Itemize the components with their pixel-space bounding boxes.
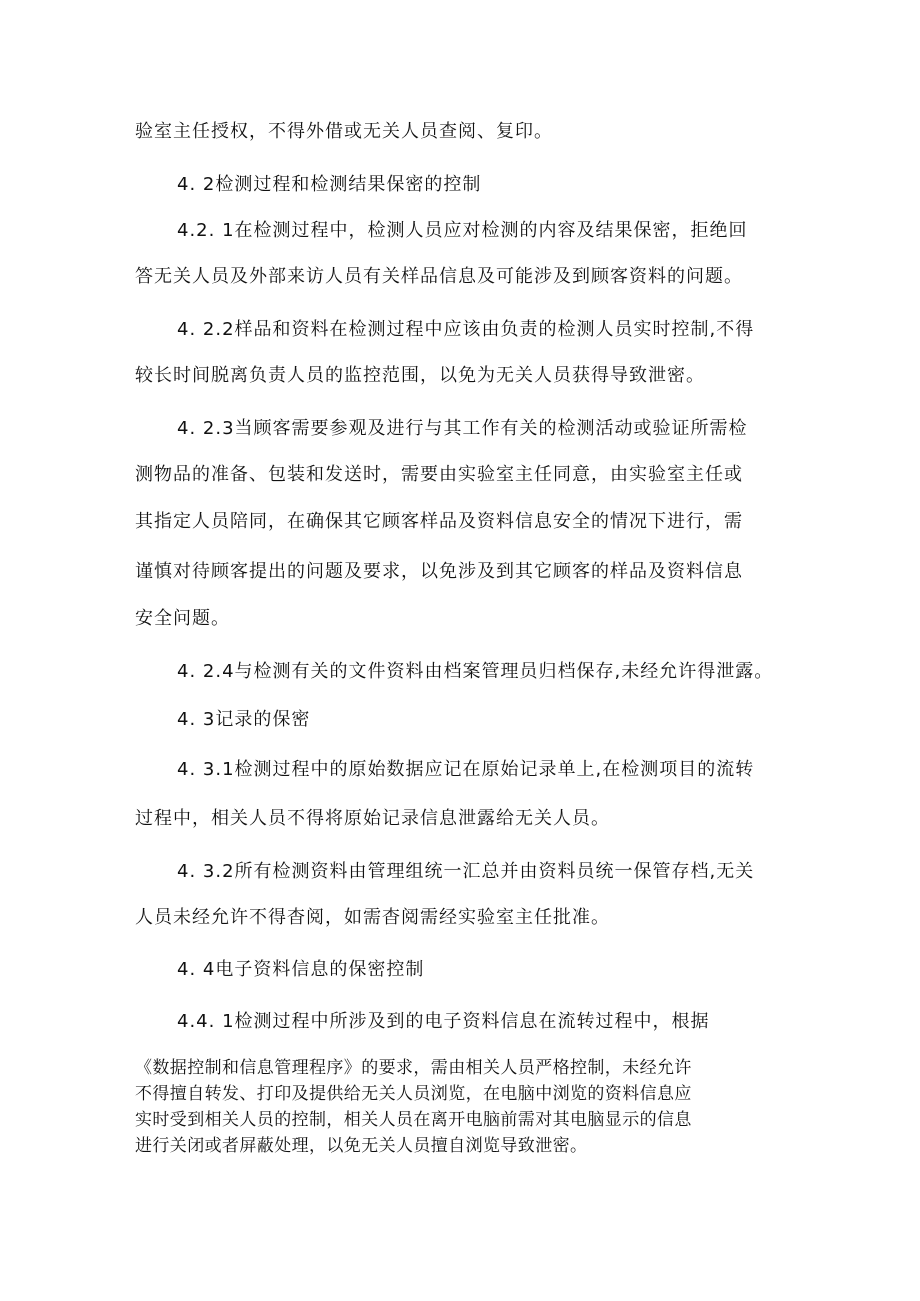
section-heading: 4. 4电子资料信息的保密控制	[177, 959, 425, 980]
paragraph-line: 实时受到相关人员的控制，相关人员在离开电脑前需对其电脑显示的信息	[135, 1110, 692, 1130]
section-heading: 4. 2检测过程和检测结果保密的控制	[177, 174, 482, 195]
paragraph-line: 其指定人员陪同，在确保其它顾客样品及资料信息安全的情况下进行，需	[135, 511, 743, 532]
paragraph-line: 人员未经允许不得杳阅，如需杳阅需经实验室主任批准。	[135, 907, 610, 928]
paragraph-line: 4. 2.4与检测有关的文件资料由档案管理员归档保存,未经允许得泄露。	[177, 661, 774, 682]
paragraph-line: 4.2. 1在检测过程中，检测人员应对检测的内容及结果保密，拒绝回	[177, 220, 748, 241]
paragraph-line: 4. 2.2样品和资料在检测过程中应该由负责的检测人员实时控制,不得	[177, 319, 755, 340]
section-heading: 4. 3记录的保密	[177, 709, 311, 730]
paragraph-line: 答无关人员及外部来访人员有关样品信息及可能涉及到顾客资料的问题。	[135, 266, 743, 287]
paragraph-line: 4. 3.2所有检测资料由管理组统一汇总并由资料员统一保管存档,无关	[177, 861, 755, 882]
paragraph-line: 《数据控制和信息管理程序》的要求，需由相关人员严格控制，未经允许	[135, 1058, 692, 1078]
paragraph-line: 4.4. 1检测过程中所涉及到的电子资料信息在流转过程中，根据	[177, 1011, 710, 1032]
paragraph-line: 安全问题。	[135, 608, 230, 629]
paragraph-line: 过程中，相关人员不得将原始记录信息泄露给无关人员。	[135, 808, 610, 829]
paragraph-line: 验室主任授权，不得外借或无关人员查阅、复印。	[135, 121, 553, 142]
paragraph-line: 谨慎对待顾客提出的问题及要求，以免涉及到其它顾客的样品及资料信息	[135, 561, 743, 582]
paragraph-line: 较长时间脱离负责人员的监控范围，以免为无关人员获得导致泄密。	[135, 365, 705, 386]
paragraph-line: 进行关闭或者屏蔽处理，以免无关人员擅自浏览导致泄密。	[135, 1136, 588, 1156]
paragraph-line: 不得擅自转发、打印及提供给无关人员浏览，在电脑中浏览的资料信息应	[135, 1084, 692, 1104]
paragraph-line: 4. 3.1检测过程中的原始数据应记在原始记录单上,在检测项目的流转	[177, 759, 755, 780]
paragraph-line: 测物品的准备、包装和发送时，需要由实验室主任同意，由实验室主任或	[135, 464, 743, 485]
paragraph-line: 4. 2.3当顾客需要参观及进行与其工作有关的检测活动或验证所需检	[177, 418, 748, 439]
